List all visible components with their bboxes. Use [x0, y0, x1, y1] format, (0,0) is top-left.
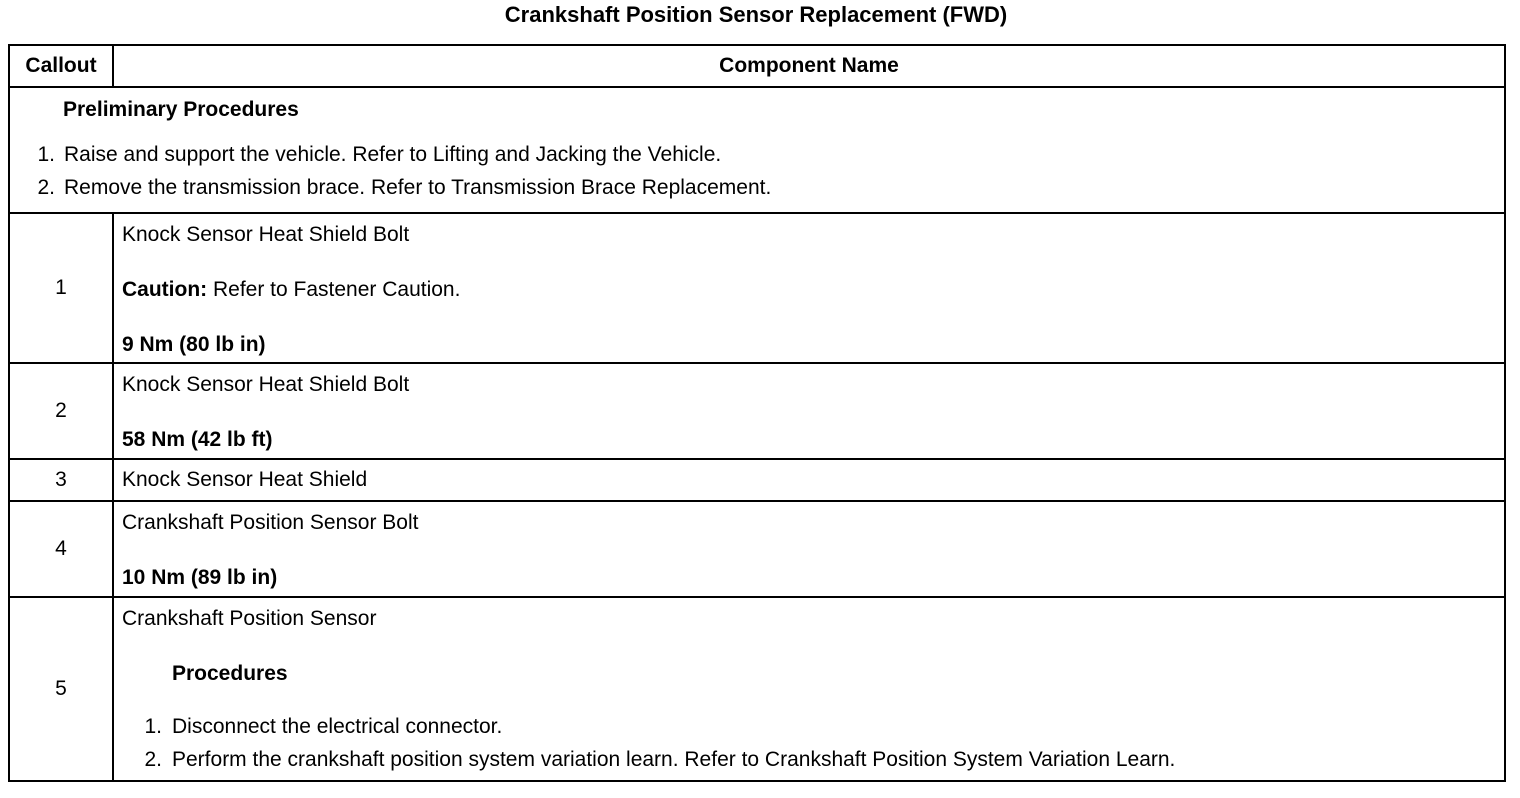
procedures-heading: Procedures: [172, 662, 288, 685]
step-text: Perform the crankshaft position system variation learn. Refer to Crankshaft Position System Variation Learn.: [172, 748, 1176, 771]
document-title: Crankshaft Position Sensor Replacement (FWD): [504, 2, 1008, 27]
step-number: 1.: [144, 715, 162, 738]
procedure-table: [8, 44, 1506, 782]
component-cell: [113, 459, 1505, 501]
callout-cell: 5: [9, 597, 113, 781]
preliminary-step: [10, 138, 1504, 171]
torque-spec: 58 Nm (42 lb ft): [122, 428, 273, 451]
component-cell: [113, 213, 1505, 363]
component-name: Crankshaft Position Sensor Bolt: [122, 511, 419, 534]
component-name: Knock Sensor Heat Shield Bolt: [122, 223, 410, 246]
component-cell: [113, 597, 1505, 781]
table-row: [9, 597, 1505, 781]
procedure-step: [122, 743, 1504, 776]
step-text: Disconnect the electrical connector.: [172, 715, 503, 738]
callout-cell: 2: [9, 363, 113, 459]
component-name: Knock Sensor Heat Shield Bolt: [122, 373, 410, 396]
table-header-row: [9, 45, 1505, 87]
caution-label: Caution:: [122, 278, 208, 301]
caution-text: Refer to Fastener Caution.: [207, 278, 461, 301]
procedure-steps: [122, 710, 1504, 776]
table-row: [9, 213, 1505, 363]
caution-line: [122, 278, 1504, 302]
preliminary-step: [10, 171, 1504, 204]
component-name: Knock Sensor Heat Shield: [122, 468, 368, 491]
table-row: [9, 363, 1505, 459]
step-number: 2.: [144, 748, 162, 771]
preliminary-steps: [10, 138, 1504, 204]
component-cell: [113, 363, 1505, 459]
component-name-header: Component Name: [113, 45, 1505, 87]
table-row: [9, 501, 1505, 597]
component-name: Crankshaft Position Sensor: [122, 607, 377, 630]
step-text: Remove the transmission brace. Refer to Transmission Brace Replacement.: [64, 176, 772, 199]
torque-spec: 10 Nm (89 lb in): [122, 566, 278, 589]
callout-header: Callout: [9, 45, 113, 87]
step-number: 1.: [37, 143, 55, 166]
procedure-step: [122, 710, 1504, 743]
callout-cell: 1: [9, 213, 113, 363]
component-cell: [113, 501, 1505, 597]
table-row: [9, 459, 1505, 501]
preliminary-heading: Preliminary Procedures: [63, 98, 299, 121]
callout-cell: 3: [9, 459, 113, 501]
step-number: 2.: [37, 176, 55, 199]
preliminary-cell: [9, 87, 1505, 213]
callout-cell: 4: [9, 501, 113, 597]
preliminary-row: [9, 87, 1505, 213]
step-text: Raise and support the vehicle. Refer to Lifting and Jacking the Vehicle.: [64, 143, 722, 166]
torque-spec: 9 Nm (80 lb in): [122, 333, 266, 356]
